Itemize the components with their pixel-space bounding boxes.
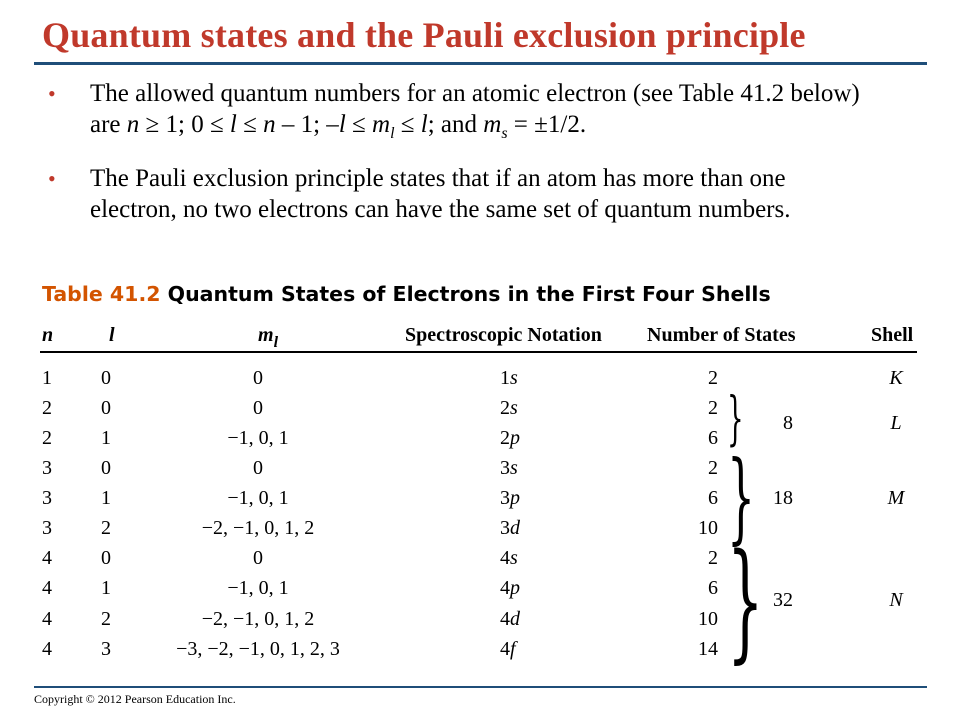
shell-name: L — [890, 412, 902, 434]
notation-letter: p — [510, 487, 520, 509]
bullet-text: ≤ — [236, 111, 264, 138]
cell-notation — [500, 456, 518, 480]
cell-l: 1 — [101, 487, 111, 509]
cell-l: 2 — [101, 517, 111, 539]
notation-number: 4 — [500, 638, 510, 660]
cell-notation — [500, 396, 518, 420]
cell-n: 4 — [42, 577, 52, 599]
bullet-text: ≤ — [345, 111, 372, 138]
table-number: Table 41.2 — [42, 282, 161, 306]
cell-l: 0 — [101, 397, 111, 419]
header-ml-main: m — [258, 324, 274, 346]
cell-l: 3 — [101, 638, 111, 660]
cell-states: 6 — [708, 487, 718, 509]
notation-letter: f — [510, 638, 516, 660]
cell-n: 4 — [42, 547, 52, 569]
cell-l: 2 — [101, 608, 111, 630]
notation-number: 2 — [500, 427, 510, 449]
notation-number: 3 — [500, 457, 510, 479]
notation-number: 4 — [500, 608, 510, 630]
bullet-marker: • — [48, 166, 56, 191]
notation-letter: d — [510, 517, 520, 539]
symbol-l: l — [338, 111, 346, 138]
group-brace: } — [727, 441, 756, 555]
cell-states: 2 — [708, 397, 718, 419]
notation-number: 4 — [500, 577, 510, 599]
bullet-marker: • — [48, 81, 56, 106]
cell-ml: −2, −1, 0, 1, 2 — [201, 517, 315, 539]
notation-letter: d — [510, 608, 520, 630]
cell-notation — [500, 637, 516, 661]
header-shell: Shell — [871, 324, 914, 346]
notation-number: 1 — [500, 367, 510, 389]
header-states: Number of States — [647, 324, 796, 346]
subscript-s: s — [501, 125, 508, 142]
cell-states: 6 — [708, 577, 718, 599]
cell-notation — [500, 576, 520, 600]
cell-l: 0 — [101, 547, 111, 569]
cell-n: 4 — [42, 608, 52, 630]
cell-states: 6 — [708, 427, 718, 449]
cell-notation — [500, 486, 520, 510]
cell-n: 2 — [42, 397, 52, 419]
header-notation: Spectroscopic Notation — [405, 324, 602, 346]
notation-letter: s — [510, 367, 518, 389]
symbol-m: m — [483, 111, 502, 138]
header-n: n — [42, 324, 54, 346]
cell-l: 1 — [101, 427, 111, 449]
cell-notation — [500, 366, 518, 390]
cell-ml: −2, −1, 0, 1, 2 — [201, 608, 315, 630]
cell-n: 3 — [42, 457, 52, 479]
cell-states: 2 — [708, 457, 718, 479]
slide-title: Quantum states and the Pauli exclusion principle — [42, 15, 806, 55]
shell-total: 32 — [773, 589, 793, 611]
table-header-rule — [40, 351, 917, 353]
cell-states: 10 — [698, 608, 718, 630]
notation-number: 3 — [500, 487, 510, 509]
cell-ml: −1, 0, 1 — [227, 427, 289, 449]
cell-states: 2 — [708, 367, 718, 389]
cell-ml: 0 — [253, 547, 263, 569]
cell-states: 14 — [698, 638, 718, 660]
symbol-l: l — [229, 111, 237, 138]
cell-l: 1 — [101, 577, 111, 599]
cell-n: 2 — [42, 427, 52, 449]
bullet-text: The allowed quantum numbers for an atomic electron (see Table 41.2 below) are — [90, 80, 860, 138]
symbol-l: l — [420, 111, 428, 138]
bullet-text: The Pauli exclusion principle states that if an atom has more than one electron, no two electrons can have the same set of quantum numbers. — [90, 165, 791, 223]
title-underline — [34, 62, 927, 65]
cell-l: 0 — [101, 367, 111, 389]
cell-ml: −3, −2, −1, 0, 1, 2, 3 — [176, 638, 340, 660]
bullet-text: – 1; – — [275, 111, 339, 138]
notation-number: 3 — [500, 517, 510, 539]
group-brace: } — [727, 527, 764, 676]
cell-n: 4 — [42, 638, 52, 660]
shell-total: 18 — [773, 487, 793, 509]
bullet-list — [48, 78, 868, 248]
copyright: Copyright © 2012 Pearson Education Inc. — [34, 692, 236, 706]
shell-name: M — [887, 487, 905, 509]
cell-states: 10 — [698, 517, 718, 539]
cell-n: 3 — [42, 487, 52, 509]
cell-n: 1 — [42, 367, 52, 389]
cell-ml: −1, 0, 1 — [227, 577, 289, 599]
cell-notation — [500, 607, 520, 631]
header-ml-sub: l — [273, 334, 279, 351]
cell-ml: −1, 0, 1 — [227, 487, 289, 509]
cell-notation — [500, 426, 520, 450]
shell-name: K — [889, 367, 903, 389]
subscript-l: l — [390, 125, 395, 142]
cell-notation — [500, 546, 518, 570]
cell-l: 0 — [101, 457, 111, 479]
bullet-item — [48, 163, 868, 225]
symbol-n: n — [126, 111, 140, 138]
cell-ml: 0 — [253, 367, 263, 389]
cell-ml: 0 — [253, 457, 263, 479]
cell-states: 2 — [708, 547, 718, 569]
notation-letter: s — [510, 547, 518, 569]
symbol-m: m — [372, 111, 391, 138]
bullet-text: = ±1/2. — [507, 111, 587, 138]
header-l: l — [109, 324, 115, 346]
notation-letter: s — [510, 397, 518, 419]
cell-n: 3 — [42, 517, 52, 539]
bullet-text: ≤ — [394, 111, 421, 138]
notation-number: 2 — [500, 397, 510, 419]
notation-letter: p — [510, 427, 520, 449]
cell-ml: 0 — [253, 397, 263, 419]
table-title: Quantum States of Electrons in the First Four Shells — [167, 282, 771, 306]
group-brace: } — [727, 384, 744, 452]
notation-letter: s — [510, 457, 518, 479]
shell-name: N — [889, 589, 903, 611]
header-ml — [258, 324, 279, 351]
notation-letter: p — [510, 577, 520, 599]
notation-number: 4 — [500, 547, 510, 569]
cell-notation — [500, 516, 520, 540]
bullet-text: ; and — [427, 111, 484, 138]
footer-rule — [34, 686, 927, 688]
table-caption — [42, 282, 771, 306]
bullet-text: ≥ 1; 0 ≤ — [139, 111, 230, 138]
shell-total: 8 — [783, 412, 793, 434]
symbol-n: n — [263, 111, 276, 138]
bullet-item — [48, 78, 868, 140]
